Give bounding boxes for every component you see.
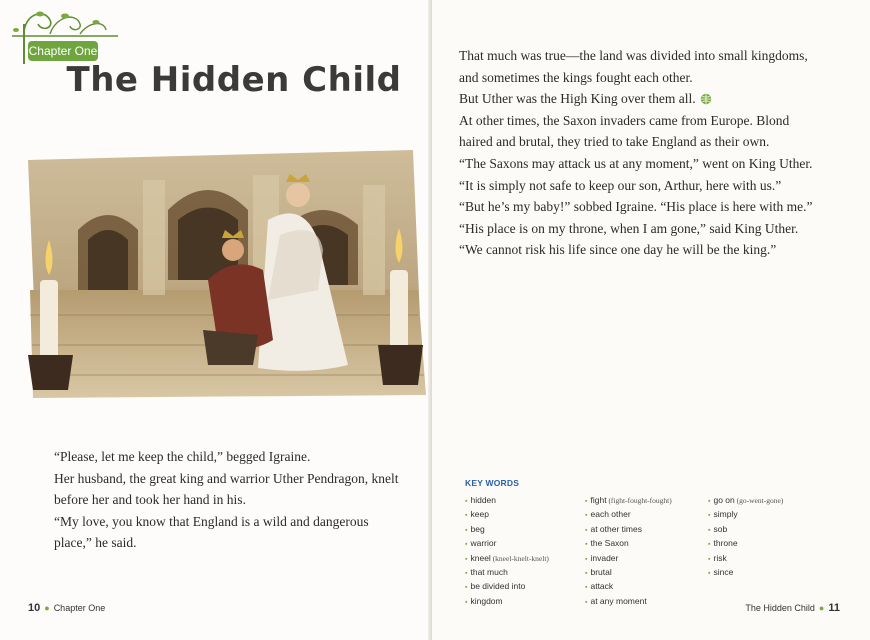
paragraph: “My love, you know that England is a wild and dangerous place,” he said. xyxy=(54,513,369,550)
key-word-item xyxy=(585,595,672,609)
chapter-title: The Hidden Child xyxy=(66,60,402,100)
key-word: hidden xyxy=(470,495,497,505)
key-word-item xyxy=(585,580,672,594)
key-word-item xyxy=(585,552,672,566)
key-word-item xyxy=(708,508,783,522)
key-words-column-2 xyxy=(585,494,672,609)
key-word: attack xyxy=(590,581,614,592)
key-word-item xyxy=(465,552,549,566)
key-word-item xyxy=(708,537,783,551)
key-word: go on xyxy=(713,495,735,505)
globe-icon xyxy=(700,93,712,105)
key-word-item xyxy=(465,580,549,594)
key-word-item xyxy=(585,508,672,522)
key-word-forms: (fight-fought-fought) xyxy=(606,496,672,505)
key-words-box xyxy=(465,478,805,604)
key-word: throne xyxy=(713,538,738,549)
key-word: each other xyxy=(590,509,631,520)
key-word-forms: (kneel-knelt-knelt) xyxy=(490,553,549,563)
bullet-icon: ● xyxy=(818,603,825,613)
key-word-item xyxy=(585,494,672,508)
folio-label: The Hidden Child xyxy=(745,603,815,613)
paragraph: Her husband, the great king and warrior Uther Pendragon, knelt before her and took her hand in his. xyxy=(54,470,399,507)
bullet-icon: ● xyxy=(44,603,50,613)
paragraph: At other times, the Saxon invaders came from Europe. Blond haired and brutal, they tried to take England as their own. xyxy=(459,112,790,150)
key-word-item xyxy=(465,566,549,580)
key-word-item xyxy=(465,494,549,508)
paragraph xyxy=(459,88,819,110)
key-words-column-3 xyxy=(708,494,783,580)
key-word: fight xyxy=(590,495,607,505)
key-word-item xyxy=(708,566,783,580)
chapter-badge: Chapter One xyxy=(28,41,98,61)
key-word: kingdom xyxy=(470,595,503,606)
key-word: that much xyxy=(470,567,508,578)
key-word: the Saxon xyxy=(590,538,629,549)
key-word-forms: (go-went-gone) xyxy=(734,496,784,505)
left-body-text xyxy=(54,446,404,554)
page-number: 11 xyxy=(828,602,840,614)
key-word: beg xyxy=(470,523,485,534)
paragraph: That much was true—the land was divided into small kingdoms, and sometimes the kings fought each other. xyxy=(459,48,808,85)
key-word-item xyxy=(585,537,672,551)
paragraph: “Please, let me keep the child,” begged Igraine. xyxy=(54,449,311,464)
right-folio xyxy=(745,602,840,614)
key-word: warrior xyxy=(470,538,497,549)
right-body-text xyxy=(459,45,819,261)
key-word: risk xyxy=(713,552,727,563)
folio-label: Chapter One xyxy=(53,603,106,613)
key-word: simply xyxy=(713,509,738,520)
key-word: brutal xyxy=(590,567,612,578)
key-word: be divided into xyxy=(470,581,526,592)
key-words-column-1 xyxy=(465,494,549,609)
paragraph: “His place is on my throne, when I am gone,” said King Uther. “We cannot risk his life since one day he will be the king.” xyxy=(459,220,799,258)
key-word: keep xyxy=(470,509,489,520)
left-page xyxy=(0,0,432,640)
key-word-item xyxy=(585,566,672,580)
paragraph-text: But Uther was the High King over them all. xyxy=(459,91,696,107)
key-words-title: KEY WORDS xyxy=(465,478,520,488)
key-word-item xyxy=(708,552,783,566)
key-word: since xyxy=(713,567,734,578)
paragraph: “The Saxons may attack us at any moment,” went on King Uther. “It is simply not safe to keep our son, Arthur, here with us.” xyxy=(459,155,813,193)
key-word-item xyxy=(465,537,549,551)
key-word-item xyxy=(465,523,549,537)
key-word-item xyxy=(708,494,783,508)
key-word: kneel xyxy=(470,552,491,563)
key-word: at any moment xyxy=(590,595,647,606)
key-word: at other times xyxy=(590,523,642,534)
key-word: sob xyxy=(713,523,728,534)
key-word-item xyxy=(465,508,549,522)
key-word: invader xyxy=(590,552,619,563)
key-word-item xyxy=(708,523,783,537)
key-word-item xyxy=(585,523,672,537)
left-folio xyxy=(28,602,105,614)
castle-scene-illustration xyxy=(18,140,430,405)
key-word-item xyxy=(465,595,549,609)
page-number: 10 xyxy=(28,602,41,614)
paragraph: “But he’s my baby!” sobbed Igraine. “His place is here with me.” xyxy=(459,199,813,215)
